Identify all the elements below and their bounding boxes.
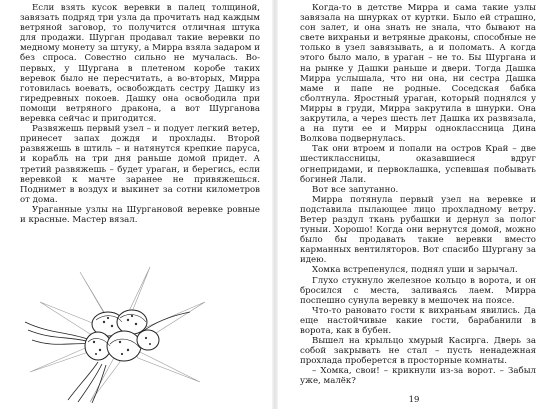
- page-number: 19: [408, 395, 420, 405]
- right-page-text: [300, 3, 536, 387]
- paragraph: Глухо стукнуло железное кольцо в ворота, и он бросился с места, заливаясь лаем. Мирра поспешно сунула веревку в мешочек на поясе.: [300, 275, 536, 306]
- paragraph: Так они втроем и попали на остров Край – две шестиклассницы, оказавшиеся вдруг огнепридами, и первоклашка, успевшая побывать богиней Лали.: [300, 144, 536, 185]
- paragraph: Мирра потянула первый узел на веревке и подставила пылающее лицо прохладному ветру. Ветер раздул ткань рубашки и дернул за полог туныи. Хорошо! Когда они вернутся домой, можно было бы продавать такие веревки вместо карманных вентиляторов. Вот спасибо Шургану за идею.: [300, 194, 536, 266]
- paragraph: Вышел на крыльцо хмурый Касирга. Дверь за собой закрывать не стал – пусть ненадежная прохлада проберется в просторные комнаты.: [300, 336, 536, 367]
- paragraph: – Хомка, свои! – крикнули из-за ворот. – Забыл уже, малёк?: [300, 366, 536, 387]
- paragraph: Вот все запутанно.: [312, 184, 399, 195]
- right-page: [278, 0, 550, 409]
- paragraph: Если взять кусок веревки в палец толщиной, завязать подряд три узла да прочитать над каждым ветряной заговор, то получится отличная штука для продажи. Шурган продавал такие веревки по медному монету за штуку, а Мирра взяла задаром и без спроса. Совестно сильно не мучалась. Во-первых, у Шургана в плетеном коробе таких веревок было не пересчитать, а во-вторых, Мирра готовилась воевать, освобождать сестру Дашку из гиредревных покоев. Дашку она освободила при помощи ветряного дракона, а вот Шурганова веревка сейчас и пригодится.: [20, 3, 260, 125]
- paragraph: Хомка встрепенулся, поднял уши и зарычал.: [312, 265, 518, 276]
- paragraph: Что-то рановато гости к вихраньам явились. Да еще настойчивые какие гости, барабанили в ворота, как в бубен.: [300, 305, 536, 336]
- paragraph: Ураганные узлы на Шургановой веревке ровные и красные. Мастер вязал.: [20, 204, 260, 225]
- paragraph: Когда-то в детстве Мирра и сама такие узлы завязала на шнурках от куртки. Было ей страшно, сон залет, и она знать не знала, что бывают на свете вихраньи и ветряные драконы, способные не только в узел завязывать, а и поломать. А когда этого было мало, в ураган – не то. Бы Шургана и на рынке у Дашки раньше и двери. Тогда Дашка Мирра услышала, что ни она, ни сестра Дашка маме и папе не родные. Соседская бабка сболтнула. Яростный ураган, который поднялся у Мирры в груди, Мирра закрутила в шнурки. Она закрутила, а через шесть лет Дашка их развязала, а на пути ее и Мирры одноклассница Дина Волкова подвернулась.: [300, 3, 536, 145]
- left-page-text: [20, 3, 260, 225]
- paragraph: Развяжешь первый узел – и подует легкий ветер, принесет запах дождя и прохлады. Второй развяжешь в штиль – и натянутся крепкие паруса, и корабль на три дня раньше домой придет. А третий развяжешь – будет ураган, и берегись, если веревкой к мачте заранее не привяжешься. Поднимет в воздух и выкинет за сотни километров от дома.: [20, 124, 260, 205]
- knot-rope-illustration: [20, 262, 210, 405]
- left-page: [0, 0, 272, 409]
